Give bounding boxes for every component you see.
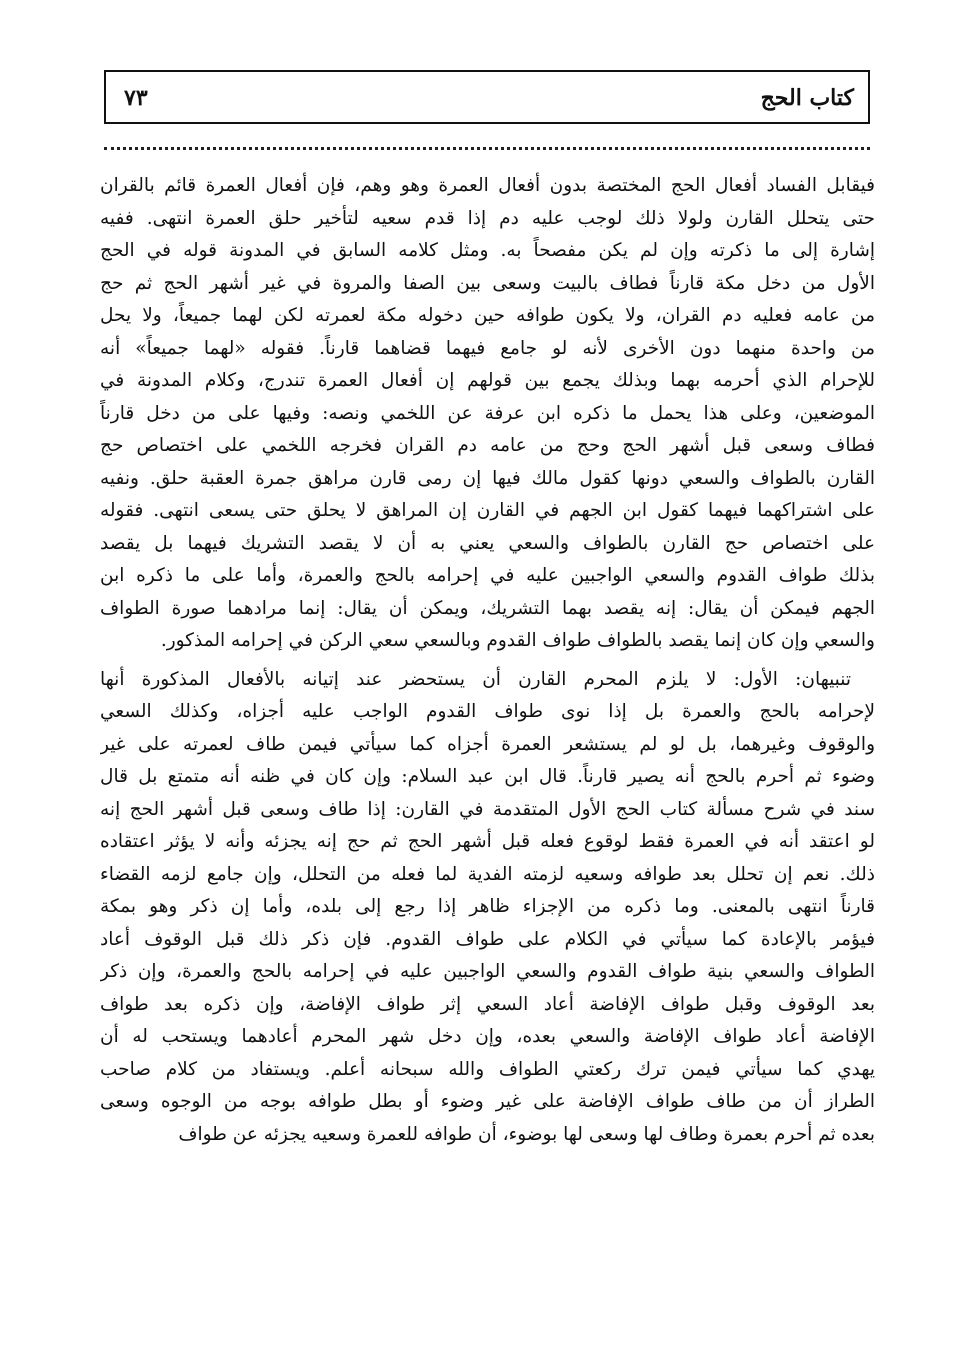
text-line: القارن بالطواف والسعي دونها كقول مالك فيها إن رمى قارن مراهق جمرة العقبة حلق. ونفيه [100,467,875,489]
text-line: لإحرامه بالحج والعمرة بل إذا نوى طواف القدوم الواجب عليه أجزاه، وكذلك السعي [100,701,875,722]
text-line: على اشتراكهما فيهما كقول ابن الجهم في القارن إن المراهق لا يحلق حتى يسعى انتهى. فقوله [100,500,875,521]
text-line: من عامه فعليه دم القران، ولا يكون طوافه حين دخوله مكة لعمرته لكن لهما جميعاً، ولا يحل [100,305,875,326]
text-line: تنبيهان: الأول: لا يلزم المحرم القارن أن يستحضر عند إتيانه بالأفعال المذكورة أنها [100,668,851,690]
body-text [100,170,875,1151]
text-line: بعده ثم أحرم بعمرة وطاف لها وسعى لها بوضوء، أن طوافه للعمرة وسعيه يجزئه عن طواف [178,1123,875,1145]
text-line: الإفاضة أعاد طواف الإفاضة والسعي بعده، وإن دخل شهر المحرم أعادهما ويستحب له أن [100,1026,875,1047]
text-line: والوقوف وغيرهما، بل لو لم يستشعر العمرة أجزاه كما سيأتي فيمن طاف لعمرته على غير [100,733,875,755]
text-line: فيقابل الفساد أفعال الحج المختصة بدون أفعال العمرة وهو وهم، فإن أفعال العمرة قائم بالقران [100,175,875,196]
text-line: الموضعين، وعلى هذا يحمل ما ذكره ابن عرفة عن اللخمي ونصه: وفيها على من دخل قارناً [100,402,875,424]
text-line: الجهم فيمكن أن يقال: إنه يقصد بهما التشريك، ويمكن أن يقال: إنما مرادهما صورة الطواف [100,597,875,619]
text-line: للإحرام الذي أحرمه بهما وبذلك يجمع بين قولهم إن أفعال العمرة تندرج، وكلام المدونة في [100,370,875,391]
text-line: فطاف وسعى قبل أشهر الحج وحج من عامه دم القران فخرجه اللخمي على اختصاص حج [100,435,875,456]
text-line: بذلك طواف القدوم والسعي الواجبين عليه في إحرامه بالحج والعمرة، وأما على ما ذكره ابن [100,565,875,586]
text-line: فيؤمر بالإعادة كما سيأتي في الكلام على طواف القدوم. فإن ذكر ذلك قبل الوقوف أعاد [100,928,875,950]
dotted-divider [104,147,870,150]
text-line: من واحدة منهما دون الأخرى لأنه لو جامع فيهما قضاهما قارناً. فقوله «لهما جميعاً» أنه [100,337,875,359]
text-line: يهدي كما سيأتي فيمن ترك ركعتي الطواف والله سبحانه أعلم. ويستفاد من كلام صاحب [100,1058,875,1080]
book-title: كتاب الحج [760,85,854,111]
text-line: بعد الوقوف وقبل طواف الإفاضة أعاد السعي إثر طواف الإفاضة، وإن ذكره بعد طواف [100,993,875,1015]
text-line: ذلك. نعم إن تحلل بعد طوافه وسعيه لزمته الفدية لما فعله من التحلل، وإن جامع لزمه القضاء [100,863,875,885]
paragraph [100,664,875,1152]
text-line: الطواف والسعي بنية طواف القدوم والسعي الواجبين عليه في إحرامه بالحج والعمرة، وإن ذكر [100,961,875,982]
paragraph [100,170,875,658]
text-line: الطراز أن من طاف طواف الإفاضة على غير وضوء أو بطل طوافه بوجه من الوجوه وسعى [100,1091,875,1112]
text-line: حتى يتحلل القارن ولولا ذلك لوجب عليه دم إذا قدم سعيه لتأخير حلق العمرة انتهى. ففيه [100,207,875,229]
text-line: قارناً انتهى بالمعنى. وما ذكره من الإجزاء ظاهر إذا رجع إلى بلده، وأما إن ذكر وهو بمكة [100,896,875,917]
text-line: سند في شرح مسألة كتاب الحج الأول المتقدمة في القارن: إذا طاف وسعى قبل أشهر الحج إنه [100,798,875,820]
text-line: وضوء ثم أحرم بالحج أنه يصير قارناً. قال ابن عبد السلام: وإن كان في ظنه أنه متمتع بل قال [100,766,875,787]
page-header [104,70,870,124]
text-line: لو اعتقد أنه في العمرة فقط لوقوع فعله قبل أشهر الحج ثم حج إنه يجزئه وأنه لا يؤثر اعتقاده [100,831,875,852]
page-number: ٧٣ [124,85,148,111]
text-line: والسعي وإن كان إنما يقصد بالطواف طواف القدوم وبالسعي سعي الركن في إحرامه المذكور. [160,630,875,651]
text-line: على اختصاص حج القارن بالطواف والسعي يعني به أن لا يقصد التشريك فيهما بل يقصد [100,532,875,554]
text-line: إشارة إلى ما ذكرته وإن لم يكن مفصحاً به. ومثل كلامه السابق في المدونة قوله في الحج [100,240,875,261]
text-line: الأول من دخل مكة قارناً فطاف بالبيت وسعى بين الصفا والمروة في غير أشهر الحج ثم حج [100,272,875,294]
